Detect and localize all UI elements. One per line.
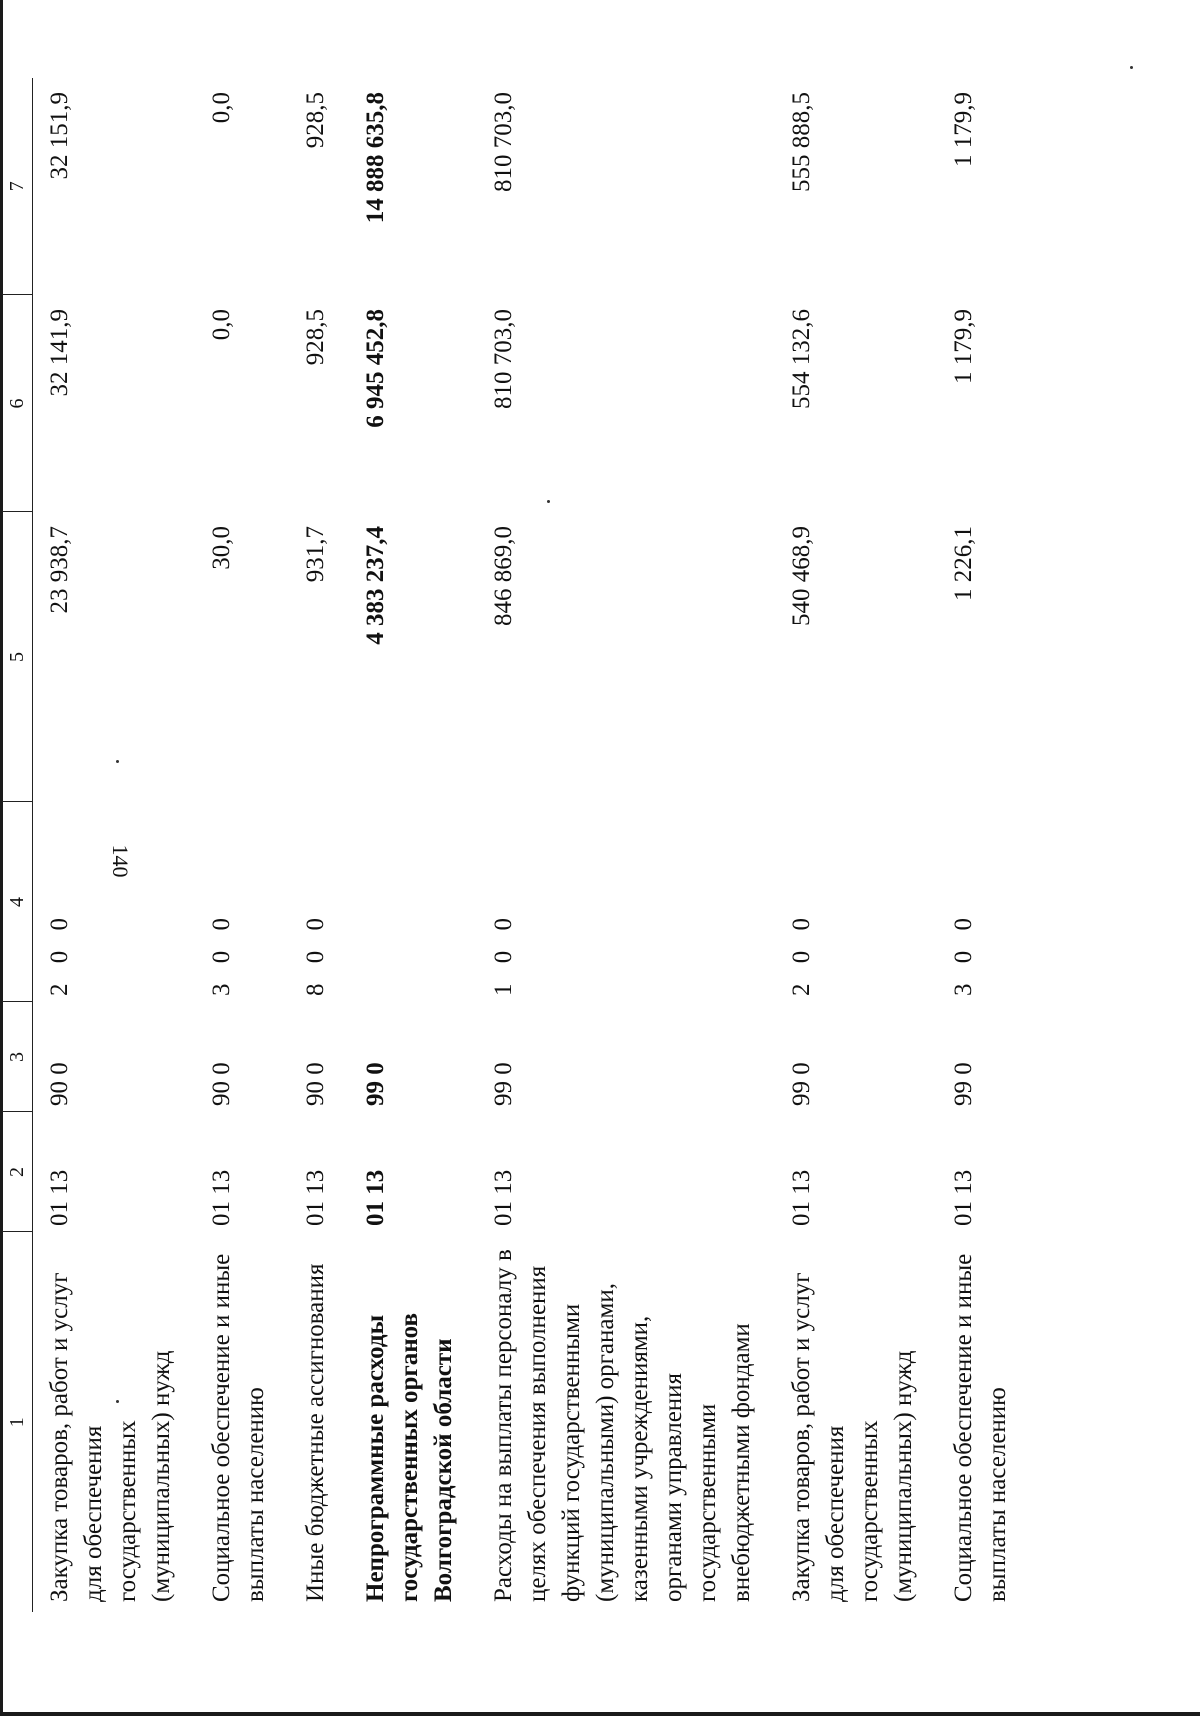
table-header-row xyxy=(2,78,33,1612)
row-name-cell: Иные бюджетные ассигнования xyxy=(302,1263,329,1602)
page-bottom-edge xyxy=(0,1712,1200,1716)
program-code-cell: 90 0 xyxy=(208,1062,235,1106)
column-header-7: 7 xyxy=(2,78,33,295)
expense-type-cell xyxy=(349,802,477,1002)
program-code-cell: 99 0 xyxy=(362,1062,389,1106)
row-name-cell: Социальное обеспечение и иные выплаты населению xyxy=(950,1253,1011,1602)
column-header-2: 2 xyxy=(2,1112,33,1232)
expense-type-cell: 3 0 0 xyxy=(950,911,977,996)
expense-type-cell: 3 0 0 xyxy=(208,911,235,996)
page-number: 140 xyxy=(108,844,133,878)
section-code-cell: 01 13 xyxy=(302,1169,329,1226)
budget-table-sheet xyxy=(2,78,1011,1612)
amount-col5-cell: 846 869,0 xyxy=(490,526,517,626)
row-name-cell: Непрограммные расходы государственных органов Волгоградской области xyxy=(362,1312,457,1602)
amount-col6-cell: 1 179,9 xyxy=(950,309,977,384)
amount-col6-cell: 0,0 xyxy=(208,309,235,341)
amount-col5-cell: 30,0 xyxy=(208,526,235,570)
table-row xyxy=(937,78,1031,1612)
amount-col7-cell: 555 888,5 xyxy=(788,92,815,192)
column-header-5: 5 xyxy=(2,512,33,802)
program-code-cell: 90 0 xyxy=(46,1062,73,1106)
column-header-3: 3 xyxy=(2,1002,33,1112)
table-row xyxy=(477,78,775,1612)
row-name-cell: Закупка товаров, работ и услуг для обеспечения государственных (муниципальных) нужд xyxy=(788,1272,917,1602)
scan-speck xyxy=(1130,66,1133,69)
amount-col5-cell: 1 226,1 xyxy=(950,526,977,601)
section-code-cell: 01 13 xyxy=(490,1169,517,1226)
section-code-cell: 01 13 xyxy=(208,1169,235,1226)
table-row xyxy=(289,78,349,1612)
table-row xyxy=(775,78,937,1612)
section-code-cell: 01 13 xyxy=(362,1169,389,1226)
amount-col6-cell: 32 141,9 xyxy=(46,309,73,397)
section-code-cell: 01 13 xyxy=(950,1169,977,1226)
budget-table xyxy=(2,78,1031,1612)
section-code-cell: 01 13 xyxy=(46,1169,73,1226)
amount-col6-cell: 810 703,0 xyxy=(490,309,517,409)
row-name-cell: Расходы на выплаты персоналу в целях обеспечения выполнения функций государственными (муниципальными) органами, казенными учреждениями, органами управления государственными внебюджетными фондами xyxy=(490,1249,755,1602)
amount-col7-cell: 14 888 635,8 xyxy=(362,92,389,224)
row-name-cell: Закупка товаров, работ и услуг для обеспечения государственных (муниципальных) нужд xyxy=(46,1272,175,1602)
section-code-cell: 01 13 xyxy=(788,1169,815,1226)
amount-col7-cell: 810 703,0 xyxy=(490,92,517,192)
amount-col7-cell: 32 151,9 xyxy=(46,92,73,180)
amount-col5-cell: 931,7 xyxy=(302,526,329,583)
table-row-total xyxy=(349,78,477,1612)
amount-col6-cell: 554 132,6 xyxy=(788,309,815,409)
amount-col5-cell: 23 938,7 xyxy=(46,526,73,614)
program-code-cell: 90 0 xyxy=(302,1062,329,1106)
row-name-cell: Социальное обеспечение и иные выплаты населению xyxy=(208,1253,269,1602)
column-header-4: 4 xyxy=(2,802,33,1002)
amount-col7-cell: 0,0 xyxy=(208,92,235,124)
table-row xyxy=(33,78,196,1612)
expense-type-cell: 2 0 0 xyxy=(788,911,815,996)
amount-col7-cell: 1 179,9 xyxy=(950,92,977,167)
expense-type-cell: 8 0 0 xyxy=(302,911,329,996)
amount-col6-cell: 928,5 xyxy=(302,309,329,366)
table-row xyxy=(195,78,289,1612)
program-code-cell: 99 0 xyxy=(788,1062,815,1106)
expense-type-cell: 1 0 0 xyxy=(490,911,517,996)
amount-col5-cell: 540 468,9 xyxy=(788,526,815,626)
column-header-6: 6 xyxy=(2,295,33,512)
amount-col7-cell: 928,5 xyxy=(302,92,329,149)
program-code-cell: 99 0 xyxy=(950,1062,977,1106)
program-code-cell: 99 0 xyxy=(490,1062,517,1106)
column-header-1: 1 xyxy=(2,1232,33,1612)
amount-col6-cell: 6 945 452,8 xyxy=(362,309,389,428)
amount-col5-cell: 4 383 237,4 xyxy=(362,526,389,645)
expense-type-cell: 2 0 0 xyxy=(46,911,73,996)
